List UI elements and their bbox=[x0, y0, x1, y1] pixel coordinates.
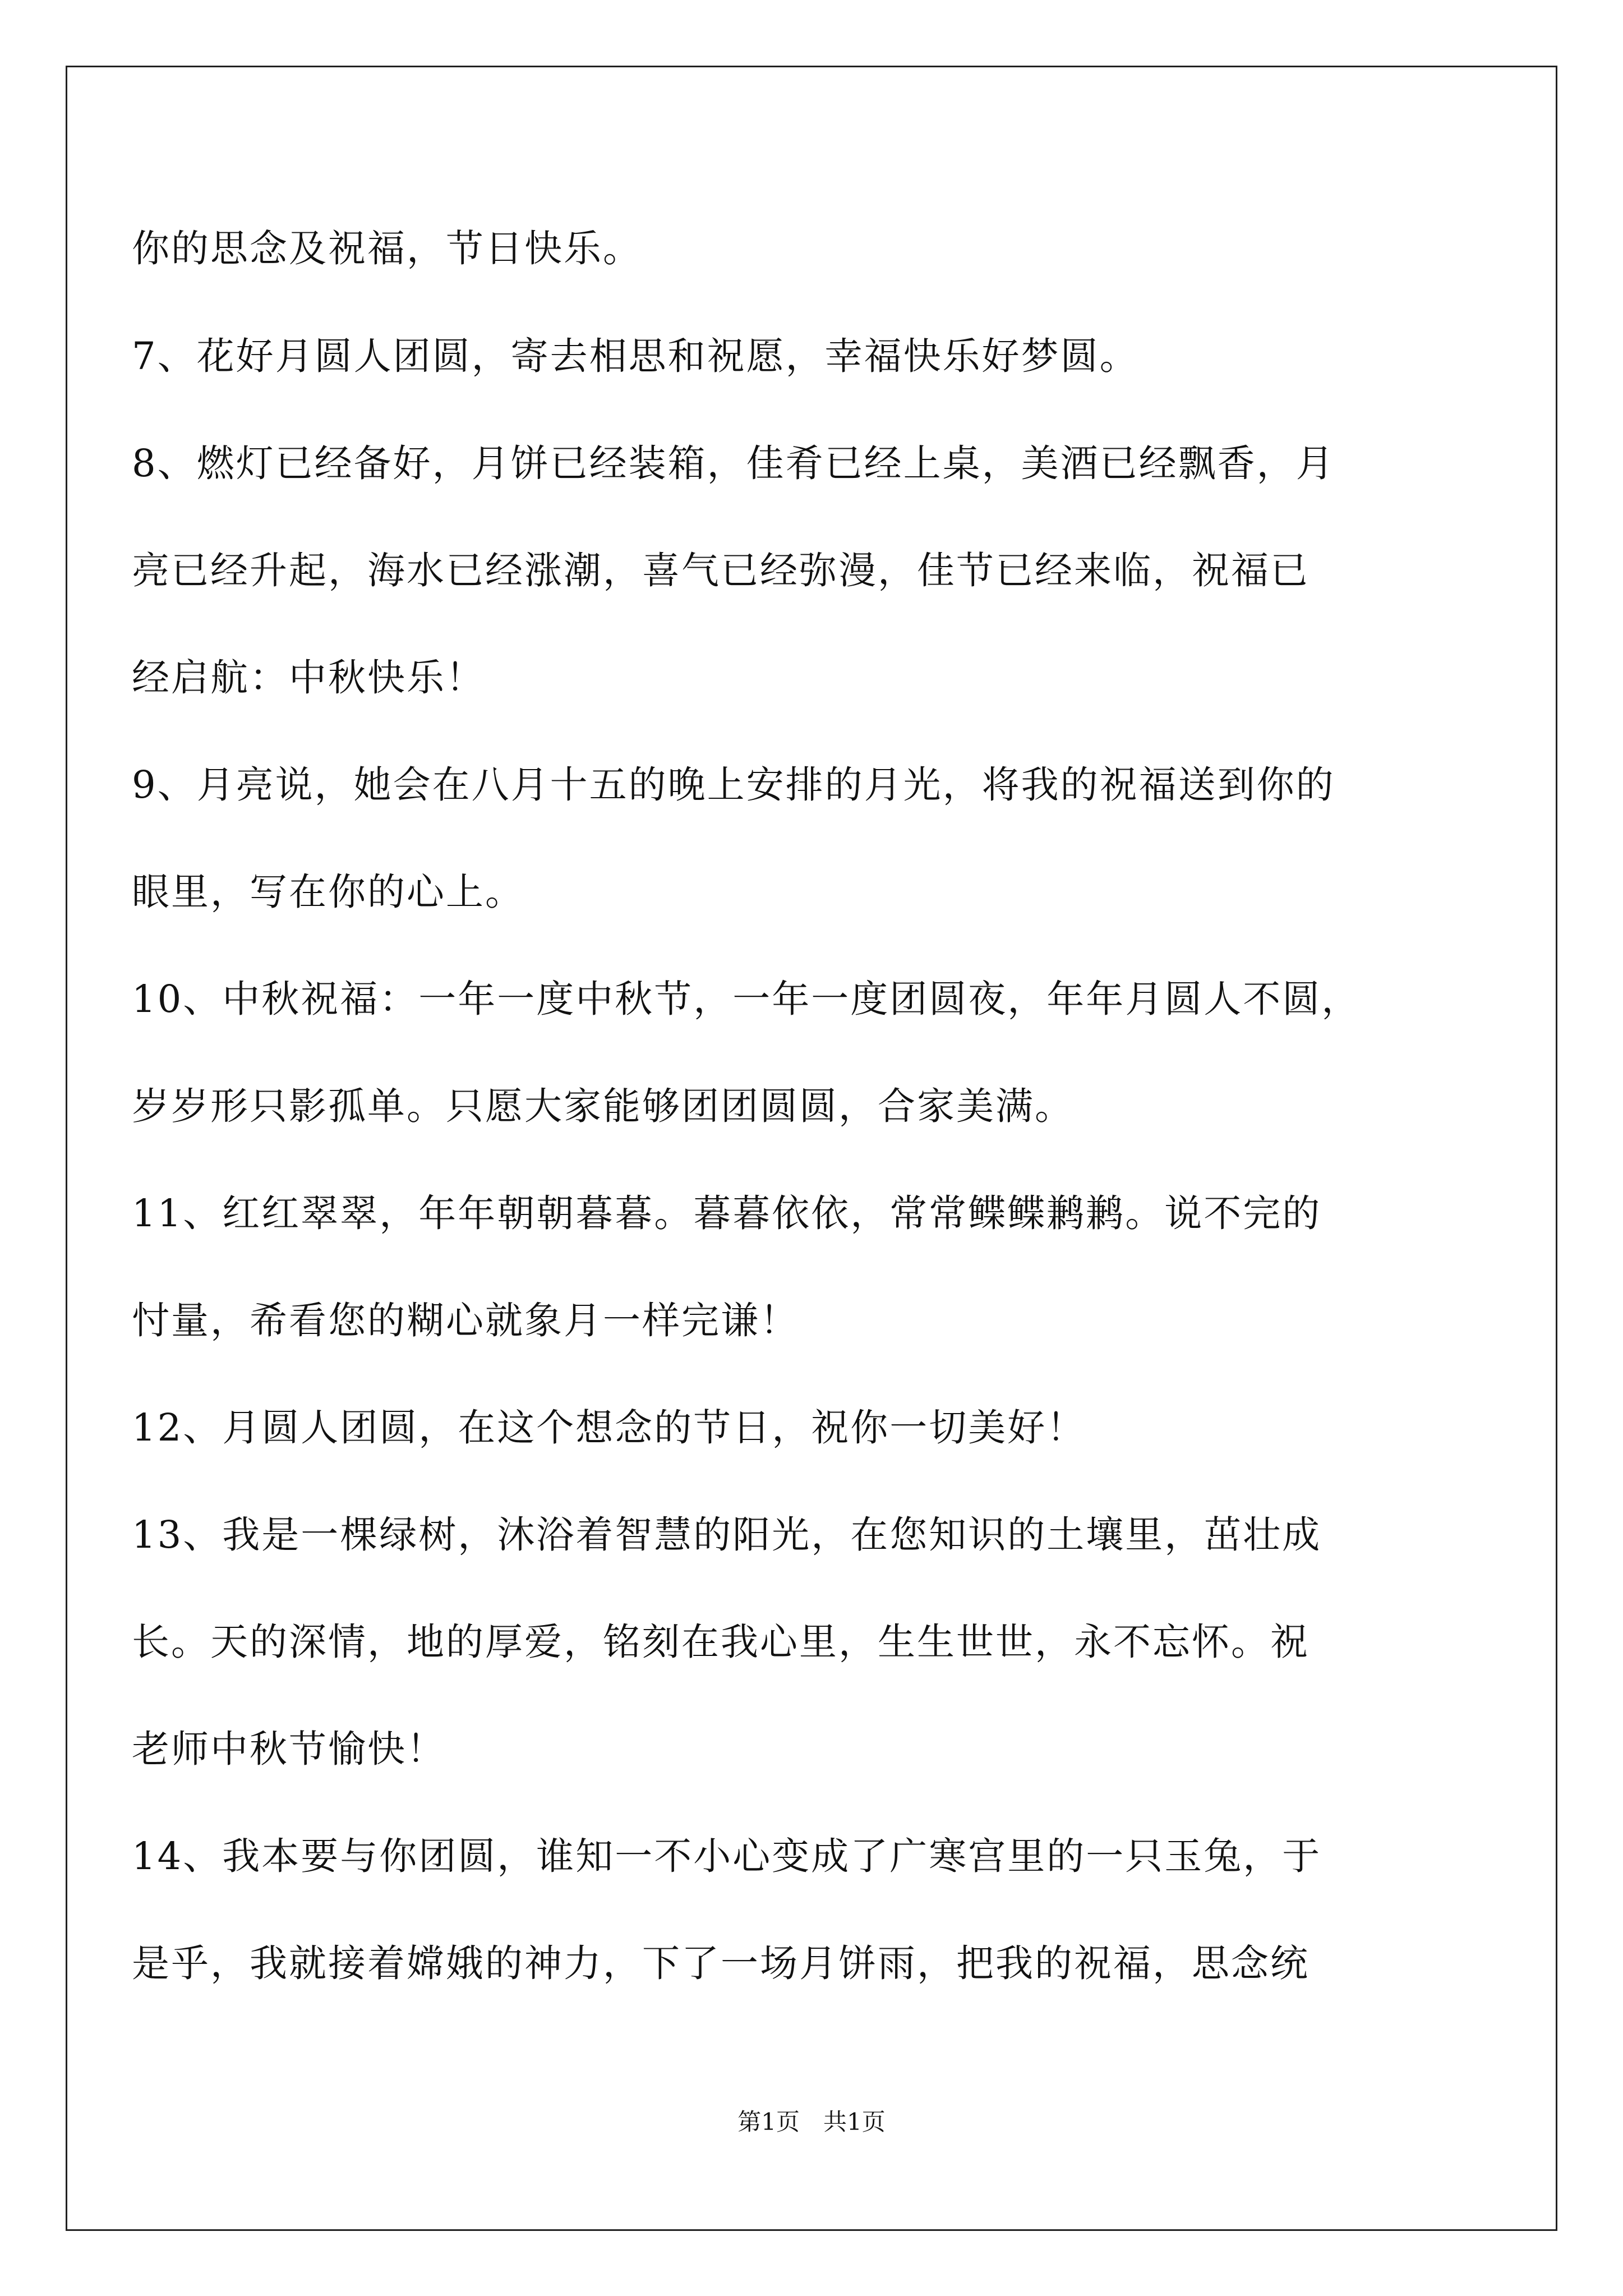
text-line: 你的思念及祝福，节日快乐。 bbox=[132, 227, 642, 270]
text-line: 9、月亮说，她会在八月十五的晚上安排的月光，将我的祝福送到你的 bbox=[132, 763, 1335, 807]
text-line: 7、花好月圆人团圆，寄去相思和祝愿，幸福快乐好梦圆。 bbox=[132, 334, 1139, 378]
text-line: 忖量，希看您的糊心就象月一样完谦！ bbox=[132, 1299, 799, 1342]
text-line: 眼里，写在你的心上。 bbox=[132, 870, 524, 914]
text-line: 长。天的深情，地的厚爱，铭刻在我心里，生生世世，永不忘怀。祝 bbox=[132, 1620, 1310, 1664]
text-line: 老师中秋节愉快！ bbox=[132, 1727, 446, 1771]
text-line: 13、我是一棵绿树，沐浴着智慧的阳光，在您知识的土壤里，茁壮成 bbox=[132, 1513, 1322, 1557]
text-line: 经启航：中秋快乐！ bbox=[132, 656, 485, 700]
text-line: 14、我本要与你团圆，谁知一不小心变成了广寒宫里的一只玉兔，于 bbox=[132, 1834, 1322, 1878]
text-line: 亮已经升起，海水已经涨潮，喜气已经弥漫，佳节已经来临，祝福已 bbox=[132, 549, 1310, 592]
text-line: 12、月圆人团圆，在这个想念的节日，祝你一切美好！ bbox=[132, 1406, 1086, 1450]
text-line: 11、红红翠翠，年年朝朝暮暮。暮暮依依，常常鲽鲽鹣鹣。说不完的 bbox=[132, 1191, 1322, 1235]
text-line: 是乎，我就接着嫦娥的神力，下了一场月饼雨，把我的祝福，思念统 bbox=[132, 1941, 1310, 1985]
text-line: 10、中秋祝福：一年一度中秋节，一年一度团圆夜，年年月圆人不圆， bbox=[132, 977, 1361, 1021]
text-line: 8、燃灯已经备好，月饼已经装箱，佳肴已经上桌，美酒已经飘香，月 bbox=[132, 441, 1335, 485]
page-number: 第1页 共1页 bbox=[737, 2108, 886, 2136]
text-line: 岁岁形只影孤单。只愿大家能够团团圆圆，合家美满。 bbox=[132, 1084, 1074, 1128]
